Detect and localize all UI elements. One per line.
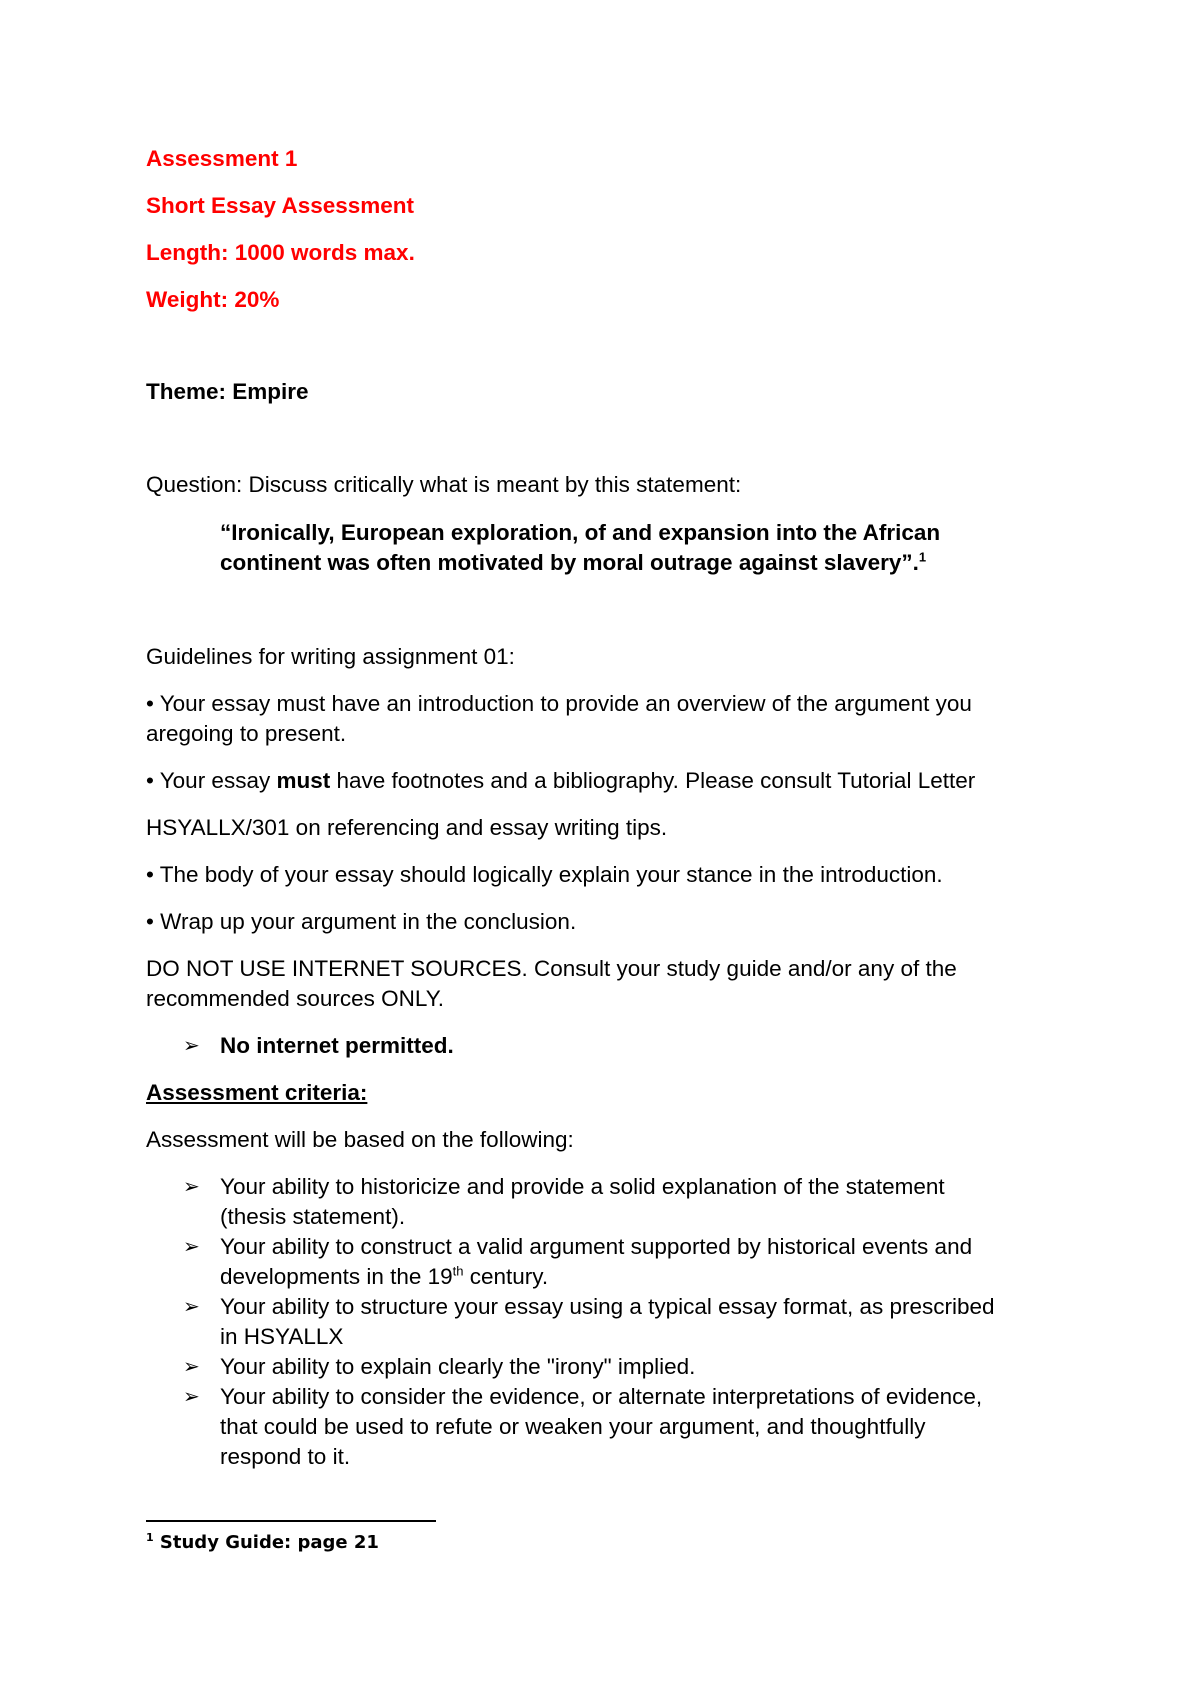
criterion-5-line-3: respond to it. [220,1444,351,1469]
footnote-separator [146,1520,436,1522]
guidelines-heading: Guidelines for writing assignment 01: [146,644,515,669]
criterion-3-line-2: in HSYALLX [220,1324,344,1349]
arrow-bullet-icon: ➢ [183,1386,200,1408]
criterion-2-pre: developments in the 19 [220,1264,453,1289]
footnote-number: 1 [146,1531,154,1544]
question-prompt: Question: Discuss critically what is meant by this statement: [146,472,742,497]
assessment-type: Short Essay Assessment [146,193,415,218]
criterion-2-post: century. [463,1264,549,1289]
arrow-bullet-icon: ➢ [183,1356,200,1378]
quote-line-1: “Ironically, European exploration, of and expansion into the African [220,520,941,545]
footnote [146,1531,379,1555]
criterion-2-line-2 [220,1262,548,1292]
assessment-number: Assessment 1 [146,146,298,171]
arrow-bullet-icon: ➢ [183,1176,200,1198]
guideline-1-line-2: aregoing to present. [146,721,347,746]
guideline-5-line-1: DO NOT USE INTERNET SOURCES. Consult your study guide and/or any of the [146,956,957,981]
no-internet-notice: No internet permitted. [220,1033,454,1058]
criterion-4: Your ability to explain clearly the "irony" implied. [220,1354,696,1379]
quote-line-2 [220,548,926,578]
criterion-5-line-2: that could be used to refute or weaken your argument, and thoughtfully [220,1414,926,1439]
theme: Theme: Empire [146,379,309,404]
criterion-2-line-1: Your ability to construct a valid argument supported by historical events and [220,1234,973,1259]
guideline-2-line-2: HSYALLX/301 on referencing and essay writing tips. [146,815,668,840]
footnote-ref: 1 [918,549,927,565]
guideline-2-line-1 [146,766,975,796]
guideline-4: • Wrap up your argument in the conclusion. [146,909,577,934]
guideline-2-pre: • Your essay [146,768,277,793]
guideline-3: • The body of your essay should logically explain your stance in the introduction. [146,862,943,887]
guideline-2-emphasis: must [276,768,331,793]
criteria-heading: Assessment criteria: [146,1080,368,1105]
arrow-bullet-icon: ➢ [183,1236,200,1258]
assessment-length: Length: 1000 words max. [146,240,415,265]
arrow-bullet-icon: ➢ [183,1035,200,1057]
footnote-text: Study Guide: page 21 [153,1532,379,1553]
criterion-1-line-2: (thesis statement). [220,1204,406,1229]
guideline-2-post: have footnotes and a bibliography. Please consult Tutorial Letter [330,768,976,793]
guideline-5-line-2: recommended sources ONLY. [146,986,445,1011]
criteria-intro: Assessment will be based on the following: [146,1127,574,1152]
ordinal-suffix: th [452,1263,464,1279]
arrow-bullet-icon: ➢ [183,1296,200,1318]
criterion-1-line-1: Your ability to historicize and provide a solid explanation of the statement [220,1174,945,1199]
guideline-1-line-1: • Your essay must have an introduction to provide an overview of the argument you [146,691,972,716]
quote-text: continent was often motivated by moral outrage against slavery”. [220,550,919,575]
criterion-3-line-1: Your ability to structure your essay using a typical essay format, as prescribed [220,1294,995,1319]
criterion-5-line-1: Your ability to consider the evidence, or alternate interpretations of evidence, [220,1384,983,1409]
assessment-weight: Weight: 20% [146,287,280,312]
